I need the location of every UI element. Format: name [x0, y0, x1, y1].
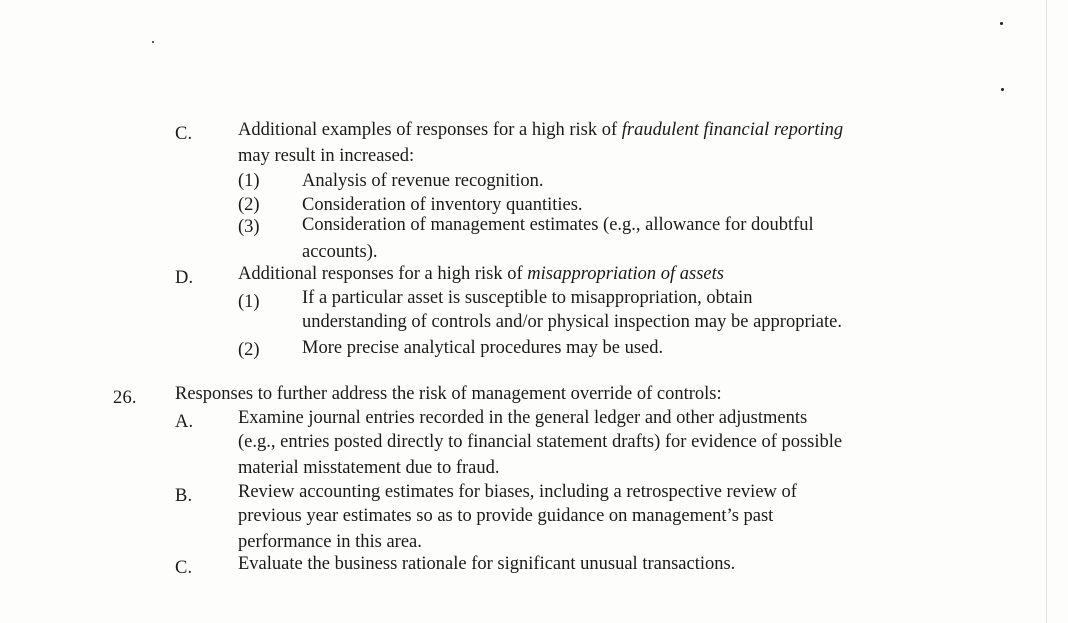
scan-speck — [1001, 88, 1004, 91]
item-26-point-b-label: B. — [175, 486, 193, 506]
item-26-point-a-line-1: Examine journal entries recorded in the general ledger and other adjustments — [238, 408, 808, 428]
section-c-intro-text: Additional examples of responses for a high risk of — [238, 120, 622, 140]
item-26-point-b-line-1: Review accounting estimates for biases, including a retrospective review of — [238, 482, 797, 502]
item-26-point-a-line-2: (e.g., entries posted directly to financial statement drafts) for evidence of possible — [238, 432, 843, 452]
section-d-item-1-num: (1) — [238, 292, 260, 312]
section-d-intro — [238, 262, 724, 286]
section-d-item-2-text: More precise analytical procedures may be used. — [302, 338, 664, 358]
item-26-point-c-label: C. — [175, 558, 193, 578]
section-c-intro — [238, 118, 843, 142]
section-d-label: D. — [175, 268, 194, 288]
section-d-item-1-cont: understanding of controls and/or physical inspection may be appropriate. — [302, 312, 842, 332]
item-26-point-b-line-2: previous year estimates so as to provide guidance on management’s past — [238, 506, 774, 526]
scan-speck — [152, 41, 154, 43]
item-26-point-c-line-1: Evaluate the business rationale for significant unusual transactions. — [238, 554, 736, 574]
section-d-item-1-text: If a particular asset is susceptible to misappropriation, obtain — [302, 288, 753, 308]
item-26-point-a-label: A. — [175, 412, 194, 432]
section-d-item-2-num: (2) — [238, 340, 260, 360]
page-edge-line — [1046, 0, 1047, 623]
section-c-intro-cont: may result in increased: — [238, 146, 415, 166]
item-26-point-a-line-3: material misstatement due to fraud. — [238, 458, 500, 478]
section-c-intro-emphasis: fraudulent financial reporting — [621, 120, 844, 140]
item-26-heading: Responses to further address the risk of management override of controls: — [175, 384, 722, 404]
section-d-intro-emphasis: misappropriation of assets — [527, 264, 724, 284]
item-26-point-b-line-3: performance in this area. — [238, 532, 422, 552]
item-26-number: 26. — [113, 388, 137, 408]
section-c-item-1-text: Analysis of revenue recognition. — [302, 171, 544, 191]
section-c-item-3-cont: accounts). — [302, 242, 378, 262]
section-c-item-2-num: (2) — [238, 195, 260, 215]
section-c-item-2-text: Consideration of inventory quantities. — [302, 195, 583, 215]
section-c-item-3-text: Consideration of management estimates (e.g., allowance for doubtful — [302, 215, 814, 235]
section-c-item-3-num: (3) — [238, 217, 260, 237]
scan-speck — [1000, 22, 1003, 25]
section-d-intro-text: Additional responses for a high risk of — [238, 264, 528, 284]
section-c-label: C. — [175, 124, 193, 144]
section-c-item-1-num: (1) — [238, 171, 260, 191]
